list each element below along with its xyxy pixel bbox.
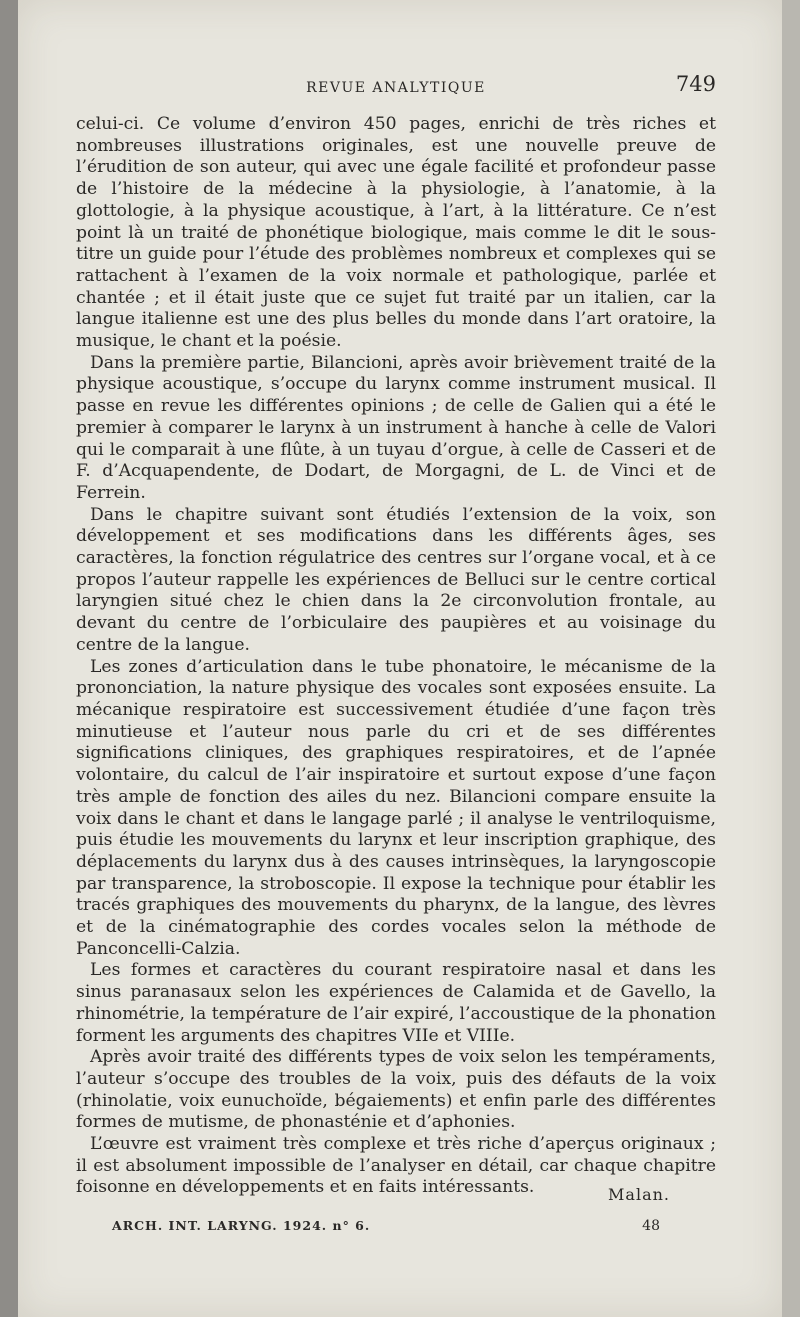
signature-mark: 48: [642, 1218, 660, 1234]
page-number: 749: [675, 72, 716, 96]
article-body: [76, 114, 716, 1199]
page-edge: [782, 0, 800, 1317]
paragraph-7: L’œuvre est vraiment très complexe et très riche d’aperçus originaux ; il est absolument impossible de l’analyser en détail, car chaque chapitre foisonne en développements et en faits intéressants.: [76, 1134, 716, 1198]
running-head: REVUE ANALYTIQUE: [306, 80, 486, 96]
paragraph-6: Après avoir traité des différents types de voix selon les tempéraments, l’auteur s’occupe des troubles de la voix, puis des défauts de la voix (rhinolatie, voix eunuchoïde, bégaiements) et enfin parle des différentes formes de mutisme, de phonasténie et d’aphonies.: [76, 1047, 716, 1133]
paragraph-5: Les formes et caractères du courant respiratoire nasal et dans les sinus paranasaux selon les expériences de Calamida et de Gavello, la rhinométrie, la température de l’air expiré, l’accoustique de la phonation forment les arguments des chapitres VIIe et VIIIe.: [76, 960, 716, 1046]
journal-reference: ARCH. INT. LARYNG. 1924. n° 6.: [112, 1218, 371, 1233]
paragraph-3: Dans le chapitre suivant sont étudiés l’extension de la voix, son développement et ses modifications dans les différents âges, ses caractères, la fonction régulatrice des centres sur l’organe vocal, et à ce propos l’auteur rappelle les expériences de Belluci sur le centre cortical laryngien situé chez le chien dans la 2e circonvolution frontale, au devant du centre de l’orbiculaire des paupières et au voisinage du centre de la langue.: [76, 504, 716, 655]
paragraph-4: Les zones d’articulation dans le tube phonatoire, le mécanisme de la prononciation, la nature physique des vocales sont exposées ensuite. La mécanique respiratoire est successivement étudiée d’une façon très minutieuse et l’auteur nous parle du cri et de ses différentes significations cliniques, des graphiques respiratoires, et de l’apnée volontaire, du calcul de l’air inspiratoire et surtout expose d’une façon très ample de fonction des ailes du nez. Bilancioni compare ensuite la voix dans le chant et dans le langage parlé ; il analyse le ventriloquisme, puis étudie les mouvements du larynx et leur inscription graphique, des déplacements du larynx dus à des causes intrinsèques, la laryngoscopie par transparence, la stroboscopie. Il expose la technique pour établir les tracés graphiques des mouvements du pharynx, de la langue, des lèvres et de la cinématographie des cordes vocales selon la méthode de Panconcelli-Calzia.: [76, 656, 716, 959]
paragraph-1: celui-ci. Ce volume d’environ 450 pages, enrichi de très riches et nombreuses illustrations originales, est une nouvelle preuve de l’érudition de son auteur, qui avec une égale facilité et profondeur passe de l’histoire de la médecine à la physiologie, à l’anatomie, à la glottologie, à la physique acoustique, à l’art, à la littérature. Ce n’est point là un traité de phonétique biologique, mais comme le dit le sous-titre un guide pour l’étude des problèmes nombreux et complexes qui se rattachent à l’examen de la voix normale et pathologique, parlée et chantée ; et il était juste que ce sujet fut traité par un italien, car la langue italienne est une des plus belles du monde dans l’art oratoire, la musique, le chant et la poésie.: [76, 114, 716, 352]
paragraph-2: Dans la première partie, Bilancioni, après avoir brièvement traité de la physique acoustique, s’occupe du larynx comme instrument musical. Il passe en revue les différentes opinions ; de celle de Galien qui a été le premier à comparer le larynx à un instrument à hanche à celle de Valori qui le comparait à une flûte, à un tuyau d’orgue, à celle de Casseri et de F. d’Acquapendente, de Dodart, de Morgagni, de L. de Vinci et de Ferrein.: [76, 352, 716, 503]
author-signature: Malan.: [608, 1185, 670, 1204]
page-header: [76, 66, 716, 106]
page-footer: [112, 1218, 660, 1238]
